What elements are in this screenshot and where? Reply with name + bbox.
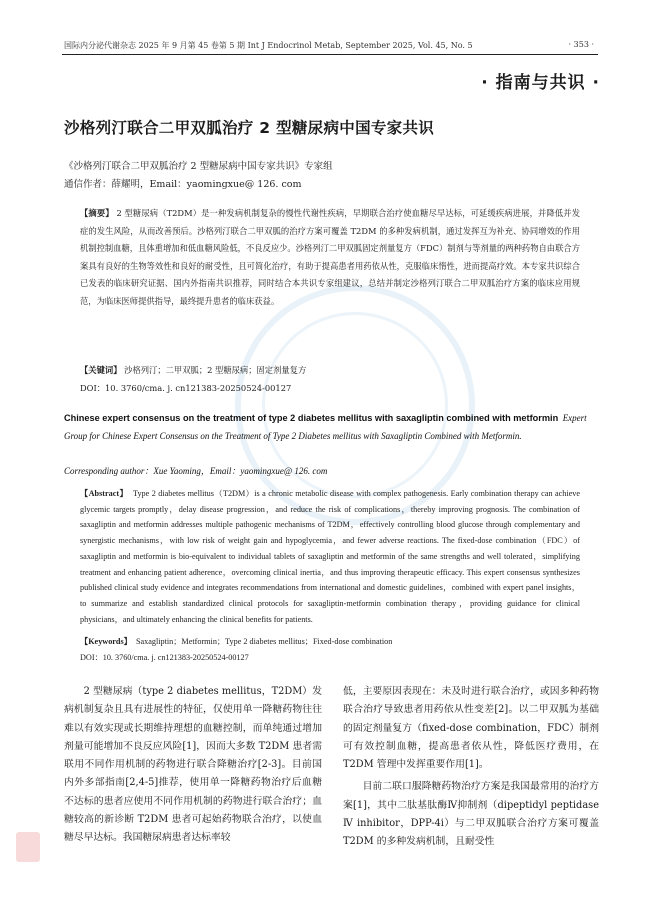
body-right-paragraph-2: 目前二联口服降糖药物治疗方案是我国最常用的治疗方案[1]，其中二肽基肽酶Ⅳ抑制剂（dipeptidyl peptidase Ⅳ inhibitor，DPP-4i）与二甲双胍联合治疗方案可覆盖 T2DM 的多种发病机制，且耐受性: [343, 781, 599, 848]
side-badge-watermark: [16, 832, 40, 862]
keywords-en-text: Saxagliptin；Metformin；Type 2 diabetes mellitus；Fixed-dose combination: [135, 637, 393, 646]
doi-en: DOI：10. 3760/cma. j. cn121383-20250524-00127: [80, 653, 249, 662]
keywords-en: [80, 634, 580, 650]
keywords-cn-text: 沙格列汀；二甲双胍；2 型糖尿病；固定剂量复方: [124, 365, 307, 375]
body-left-column: 2 型糖尿病（type 2 diabetes mellitus，T2DM）发病机制复杂且具有进展性的特征，仅使用单一降糖药物往往难以有效实现或长期维持理想的血糖控制，而单纯通过增加剂量可能增加不良反应风险[1]，因而大多数 T2DM 患者需联用不同作用机制的药物进行联合降糖治疗[2-3]。目前国内外多部指南[2,4-5]推荐，使用单一降糖药物治疗后血糖不达标的患者应使用不同作用机制的药物进行联合治疗；血糖较高的新诊断 T2DM 患者可起始药物联合治疗，以使血糖尽早达标。我国糖尿病患者达标率较: [64, 686, 322, 844]
body-right-column: [343, 683, 599, 852]
running-head-text: 国际内分泌代谢杂志 2025 年 9 月第 45 卷第 5 期 Int J Endocrinol Metab, September 2025, Vol. 45, No. 5: [64, 41, 473, 50]
body-right-paragraph-1: 低，主要原因表现在：未及时进行联合治疗，或因多种药物联合治疗导致患者用药依从性变差[2]。以二甲双胍为基础的固定剂量复方（fixed-dose combination，FDC）制剂可有效控制血糖，提高患者依从性，降低医疗费用，在 T2DM 管理中发挥重要作用[1]。: [343, 686, 599, 771]
article-title-cn: 沙格列汀联合二甲双胍治疗 2 型糖尿病中国专家共识: [64, 119, 435, 137]
corresponding-author-en: Corresponding author：Xue Yaoming，Email：yaomingxue@ 126. com: [64, 466, 328, 476]
abstract-cn-label: 【摘要】: [80, 208, 114, 218]
expert-group-cn: 《沙格列汀联合二甲双胍治疗 2 型糖尿病中国专家共识》专家组: [64, 161, 333, 172]
abstract-en: [80, 486, 580, 627]
abstract-en-label: 【Abstract】: [80, 489, 129, 498]
abstract-en-text: Type 2 diabetes mellitus（T2DM）is a chronic metabolic disease with complex pathogenesis. Early combination therapy can achieve glycemic targets promptly，delay disease progression，and reduce the risk of complications，thereby improving prognosis. The combination of saxagliptin and metformin addresses multiple pathogenic mechanisms of T2DM，effectively controlling blood glucose through complementary and synergistic mechanisms，with low risk of weight gain and hypoglycemia，and fewer adverse reactions. The fixed-dose combination（FDC）of saxagliptin and metformin is bio-equivalent to individual tablets of saxagliptin and metformin of the same strengths and well tolerated，simplifying treatment and enhancing patient adherence，overcoming clinical inertia，and thus improving therapeutic efficacy. This expert consensus synthesizes published clinical study evidence and integrates recommendations from international and domestic guidelines，combined with expert panel insights，to summarize and establish standardized clinical protocols for saxagliptin-metformin combination therapy，providing guidance for clinical physicians，and ultimately enhancing the clinical benefits for patients.: [80, 489, 581, 624]
expert-group-en: Expert Group for Chinese Expert Consensus on the Treatment of Type 2 Diabetes mellitus with Saxagliptin Combined with Metformin.: [64, 413, 587, 441]
section-label: · 指南与共识 ·: [481, 73, 600, 93]
running-header: [64, 40, 594, 51]
corresponding-author-cn: 通信作者：薛耀明，Email：yaomingxue@ 126. com: [64, 179, 302, 190]
keywords-cn-label: 【关键词】: [80, 365, 122, 375]
keywords-cn: [80, 362, 580, 380]
page-number: · 353 ·: [568, 40, 594, 49]
article-title-en: Chinese expert consensus on the treatment of type 2 diabetes mellitus with saxagliptin combined with metformin: [64, 413, 559, 423]
doi-cn: DOI：10. 3760/cma. j. cn121383-20250524-00127: [80, 383, 292, 393]
abstract-cn-text: 2 型糖尿病（T2DM）是一种发病机制复杂的慢性代谢性疾病，早期联合治疗使血糖尽早达标，可延缓疾病进展，并降低并发症的发生风险，从而改善预后。沙格列汀联合二甲双胍的治疗方案可覆盖 T2DM 的多种发病机制，通过发挥互为补充、协同增效的作用机制控制血糖，且体重增加和低血糖风险低，不良反应少。沙格列汀二甲双胍固定剂量复方（FDC）制剂与等剂量的两种药物自由联合方案具有良好的生物等效性和良好的耐受性，且可简化治疗，有助于提高患者用药依从性，克服临床惰性，进而提高疗效。本专家共识综合已发表的临床研究证据、国内外指南共识推荐，同时结合本共识专家组建议，总结并制定沙格列汀联合二甲双胍治疗方案的临床应用规范，为临床医师提供指导，最终提升患者的临床获益。: [80, 208, 580, 306]
keywords-en-label: 【Keywords】: [80, 637, 132, 646]
english-title-block: [64, 410, 598, 445]
abstract-cn: [80, 205, 580, 311]
header-rule: [62, 54, 598, 55]
